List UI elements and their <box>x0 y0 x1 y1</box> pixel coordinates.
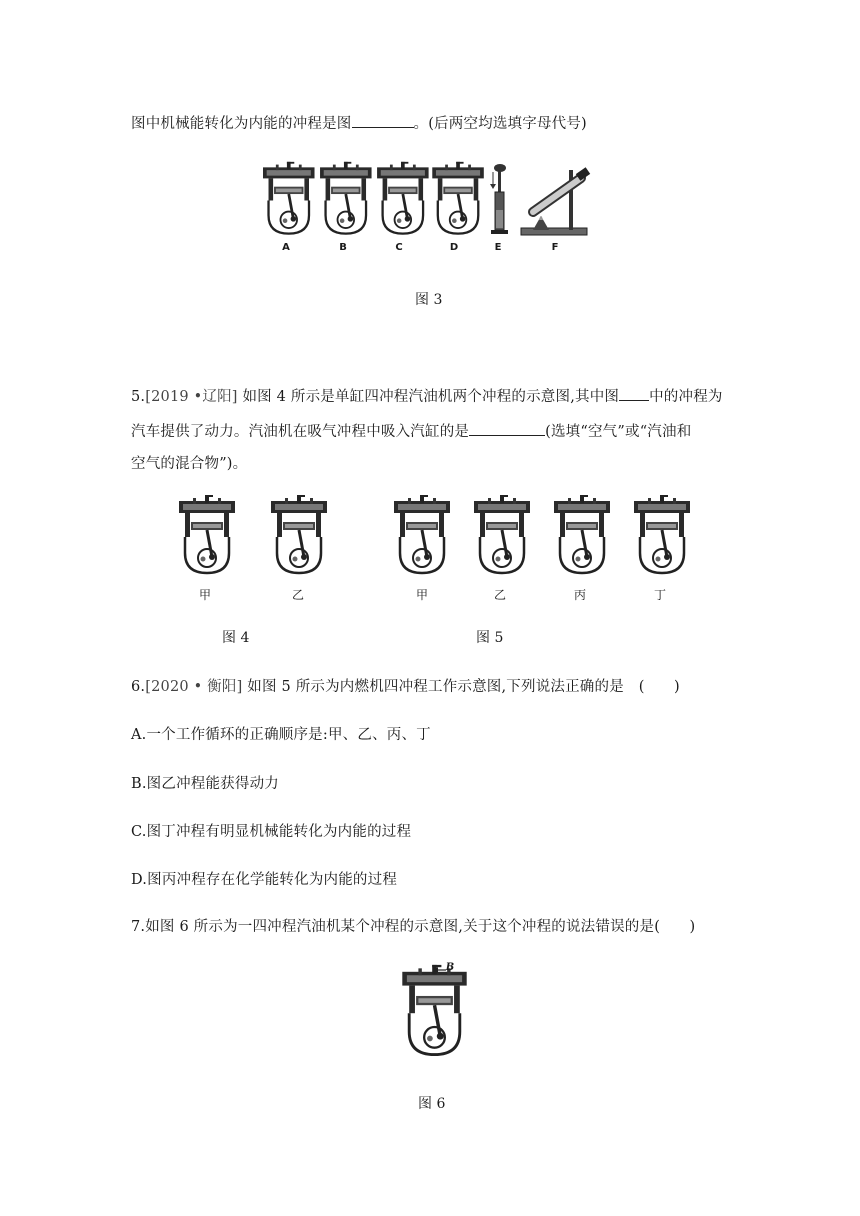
figure-6-drawing <box>400 958 480 1068</box>
figure-5-label-jia: 甲 <box>415 588 428 602</box>
figure-3-label-f: F <box>551 242 559 253</box>
figure-5-caption: 图 5 <box>476 630 504 646</box>
q6-answer-paren[interactable]: ( ) <box>638 679 680 695</box>
q5-blank-1[interactable] <box>619 386 649 401</box>
q4-text-before: 图中机械能转化为内能的冲程是图 <box>131 116 352 132</box>
figure-3-label-b: B <box>339 242 347 253</box>
figure-6-caption: 图 6 <box>418 1096 446 1112</box>
figure-5-label-yi: 乙 <box>493 588 506 602</box>
q5-line1-b: 中的冲程为 <box>649 389 723 405</box>
figure-4-label-jia: 甲 <box>198 588 211 602</box>
figure-3-label-e: E <box>494 242 502 253</box>
q7-stem: 7.如图 6 所示为一四冲程汽油机某个冲程的示意图,关于这个冲程的说法错误的是 <box>131 919 655 935</box>
q5-blank-2[interactable] <box>469 421 545 436</box>
figure-3-label-a: A <box>282 242 290 253</box>
q6-stem-line <box>131 675 680 696</box>
figure-4-label-yi: 乙 <box>291 588 304 602</box>
q4-text-after: 。(后两空均选填字母代号) <box>413 116 587 132</box>
q5-line-2 <box>131 420 691 441</box>
figure-4-caption: 图 4 <box>222 630 250 646</box>
q4-question-line <box>131 112 587 133</box>
compression-tube-drawing <box>490 164 508 234</box>
q6-number: 6. <box>131 679 146 695</box>
q6-option-a: A.一个工作循环的正确顺序是:甲、乙、丙、丁 <box>131 727 431 743</box>
figure-5-label-ding: 丁 <box>653 588 666 602</box>
figure-6-label-b: B <box>445 962 455 973</box>
q6-option-d: D.图丙冲程存在化学能转化为内能的过程 <box>131 872 398 888</box>
q7-answer-paren[interactable]: ( ) <box>654 919 696 935</box>
q5-source: [2019 •辽阳] <box>145 389 238 405</box>
q6-stem: 如图 5 所示为内燃机四冲程工作示意图,下列说法正确的是 <box>247 679 624 695</box>
figure-4-drawing <box>175 495 335 595</box>
q7-stem-line <box>131 915 695 936</box>
figure-3-label-d: D <box>449 242 459 253</box>
q5-number: 5. <box>131 389 146 405</box>
q5-line2-a: 汽车提供了动力。汽油机在吸气冲程中吸入汽缸的是 <box>131 424 470 440</box>
figure-3-caption: 图 3 <box>415 292 443 308</box>
q5-line2-b: (选填“空气”或“汽油和 <box>545 424 692 440</box>
q4-answer-blank[interactable] <box>352 113 414 128</box>
figure-4 <box>175 495 335 605</box>
q6-source: [2020 • 衡阳] <box>145 679 243 695</box>
figure-3 <box>263 160 603 260</box>
test-tube-stand-drawing <box>521 167 590 235</box>
figure-5-drawing <box>394 495 694 595</box>
figure-6 <box>400 958 480 1068</box>
figure-3-label-c: C <box>395 242 403 253</box>
q5-line1-a: 如图 4 所示是单缸四冲程汽油机两个冲程的示意图,其中图 <box>242 389 620 405</box>
q5-line-3: 空气的混合物”)。 <box>131 456 248 472</box>
q6-option-c: C.图丁冲程有明显机械能转化为内能的过程 <box>131 824 412 840</box>
q6-option-b: B.图乙冲程能获得动力 <box>131 776 279 792</box>
figure-5 <box>394 495 694 605</box>
q5-line-1 <box>131 385 723 406</box>
figure-5-label-bing: 丙 <box>573 588 586 602</box>
